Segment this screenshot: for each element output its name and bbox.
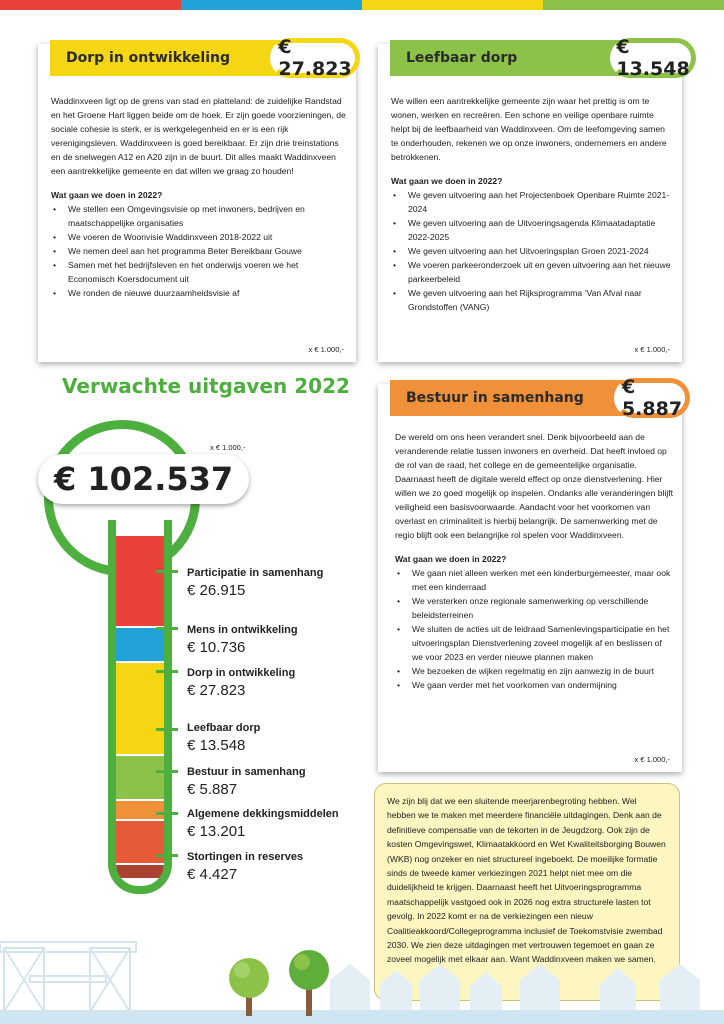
list-item: • We nemen deel aan het programma Beter Bereikbaar Gouwe (51, 244, 347, 258)
thermometer-segment (116, 536, 164, 626)
card-bestuur-in-samenhang (378, 376, 683, 772)
card-bestuur-amount-text: € 5.887 (621, 376, 683, 420)
thermometer-segment (116, 799, 164, 819)
card-dorp-body (51, 94, 347, 300)
card-dorp-intro: Waddinxveen ligt op de grens van stad en platteland: de zuidelijke Randstad en het Groene Hart liggen beide om de hoek. Er zijn goede voorzieningen, de sociale cohesie is sterk, er is werkgelegenheid en er is een rijk verenigingsleven. Waddinxveen is goed bereikbaar. Er zijn drie treinstations en de snelwegen A12 en A20 zijn in de buurt. Dit alles maakt Waddinxveen een aantrekkelijke gemeente en dat willen we graag zo houden! (51, 96, 346, 176)
expense-category-label: Algemene dekkingsmiddelen (187, 808, 339, 820)
card-bestuur-intro: De wereld om ons heen verandert snel. Denk bijvoorbeeld aan de veranderende relatie tussen inwoners en overheid. Dat heeft invloed op de rol van de raad, het college en de gemeentelijke organisatie. Daarnaast heeft de digitale wereld effect op onze dienstverlening. Hier willen we zo goed mogelijk op inspelen. Ondanks alle veranderingen blijft veiligheid een basisvoorwaarde. Aandacht voor het voorkomen van overlast en criminaliteit is hierbij belangrijk. De samenwerking met de regio blijft ook een belangrijke rol spelen voor Waddinxveen. (395, 432, 674, 540)
expense-category-label: Participatie in samenhang (187, 567, 324, 579)
card-dorp-subheading: Wat gaan we doen in 2022? (51, 190, 163, 200)
card-leefbaar-header (390, 40, 638, 76)
expense-category-label: Bestuur in samenhang (187, 766, 306, 778)
expenses-unit: x € 1.000,- (210, 443, 246, 452)
card-leefbaar-body (391, 94, 673, 314)
expenses-title: Verwachte uitgaven 2022 (62, 374, 350, 398)
card-leefbaar-subheading: Wat gaan we doen in 2022? (391, 176, 503, 186)
skyline-illustration (0, 940, 724, 1024)
card-dorp-in-ontwikkeling (38, 36, 356, 362)
card-dorp-title: Dorp in ontwikkeling (66, 50, 231, 66)
list-item: • Samen met het bedrijfsleven en het onderwijs voeren we het Economisch Koersdocument uit (51, 258, 347, 286)
expense-category-value: € 5.887 (187, 781, 238, 798)
card-bestuur-subheading: Wat gaan we doen in 2022? (395, 554, 507, 564)
list-item: • We gaan niet alleen werken met een kinderburgemeester, maar ook met een kinderraad (395, 566, 675, 594)
expense-category-label: Mens in ontwikkeling (187, 624, 298, 636)
card-leefbaar-amount (610, 38, 696, 78)
card-leefbaar-dorp (378, 36, 690, 362)
color-bar-blue (181, 0, 362, 10)
list-item: • We geven uitvoering aan het Rijksprogramma ‘Van Afval naar Grondstoffen (VANG) (391, 286, 673, 314)
thermometer-tick (156, 570, 178, 573)
expense-category-value: € 13.201 (187, 823, 246, 840)
card-dorp-amount (270, 38, 360, 78)
color-bar-green (543, 0, 724, 10)
card-leefbaar-intro: We willen een aantrekkelijke gemeente zijn waar het prettig is om te wonen, werken en recreëren. Een schone en veilige openbare ruimte helpt bij de leefbaarheid van Waddinxveen. Om de leefomgeving samen te onderhouden, rekenen we op onze inwoners, ondernemers en andere betrokkenen. (391, 96, 667, 162)
list-item: • We gaan verder met het voorkomen van ondermijning (395, 678, 675, 692)
list-item: • We sluiten de acties uit de leidraad Samenlevingsparticipatie en het uitvoeringsplan Dienstverlening zoveel mogelijk af en beslissen of we voor 2023 en verder nieuwe plannen maken (395, 622, 675, 664)
expense-category-value: € 10.736 (187, 639, 246, 656)
bridge-icon (0, 942, 136, 1012)
tree-icon (289, 950, 329, 1016)
expense-category-value: € 13.548 (187, 737, 246, 754)
thermometer-tick (156, 670, 178, 673)
expense-category-value: € 27.823 (187, 682, 246, 699)
thermometer-tick (156, 770, 178, 773)
list-item: • We stellen een Omgevingsvisie op met inwoners, bedrijven en maatschappelijke organisaties (51, 202, 347, 230)
thermometer-segment (116, 754, 164, 799)
expense-category-value: € 4.427 (187, 866, 238, 883)
thermometer-tick (156, 728, 178, 731)
list-item: • We bezoeken de wijken regelmatig en zijn aanwezig in de buurt (395, 664, 675, 678)
thermometer-tick (156, 627, 178, 630)
card-bestuur-header (390, 380, 638, 416)
card-bestuur-unit: x € 1.000,- (634, 755, 670, 764)
expense-category-label: Stortingen in reserves (187, 851, 304, 863)
expenses-total (38, 454, 249, 504)
card-bestuur-bullets (395, 566, 675, 692)
list-item: • We versterken onze regionale samenwerking op verschillende beleidsterreinen (395, 594, 675, 622)
list-item: • We geven uitvoering aan het Projectenboek Openbare Ruimte 2021-2024 (391, 188, 673, 216)
expenses-total-value: € 102.537 (54, 460, 234, 498)
thermometer-segment (116, 661, 164, 754)
list-item: • We geven uitvoering aan het Uitvoeringsplan Groen 2021-2024 (391, 244, 673, 258)
list-item: • We voeren parkeeronderzoek uit en geven uitvoering aan het nieuwe parkeerbeleid (391, 258, 673, 286)
thermometer-segment (116, 863, 164, 878)
card-leefbaar-title: Leefbaar dorp (406, 50, 518, 66)
thermometer-tube (108, 520, 172, 894)
top-color-bar (0, 0, 724, 10)
tree-icon (229, 958, 269, 1016)
card-leefbaar-bullets (391, 188, 673, 314)
thermometer-tick (156, 854, 178, 857)
card-dorp-unit: x € 1.000,- (308, 345, 344, 354)
expense-category-value: € 26.915 (187, 582, 246, 599)
list-item: • We geven uitvoering aan de Uitvoeringsagenda Klimaatadaptatie 2022-2025 (391, 216, 673, 244)
thermometer-segment (116, 626, 164, 662)
houses-icon (330, 964, 700, 1010)
expense-category-label: Leefbaar dorp (187, 722, 261, 734)
color-bar-red (0, 0, 181, 10)
budget-note-text: We zijn blij dat we een sluitende meerjarenbegroting hebben. Wel hebben we te maken met meerdere financiële uitdagingen. Denk aan de definitieve compensatie van de tekorten in de Jeugdzorg. Ook zijn de kosten Omgevingswet, Klimaatakkoord en Wet Kwaliteitsborging Bouwen (WKB) nog onzeker en niet structureel ingeboekt. De moeilijke formatie sinds de tweede kamer verkiezingen 2021 helpt niet mee om die duidelijkheid te krijgen. Daarnaast heeft het Uitvoeringsprogramma maatschappelijk vastgoed ook in 2026 nog extra structurele lasten tot gevolg. In 2022 komt er na de verkiezingen een nieuw Coalitieakkoord/Collegeprogramma inclusief de Toekomstvisie zwembad 2030. We zien deze uitdagingen met vertrouwen tegemoet en gaan ze zoveel mogelijk met elkaar aan. Want Waddinxveen maken we samen. (387, 796, 666, 965)
card-dorp-bullets (51, 202, 347, 300)
card-bestuur-amount (614, 378, 690, 418)
expense-category-label: Dorp in ontwikkeling (187, 667, 296, 679)
list-item: • We voeren de Woonvisie Waddinxveen 2018-2022 uit (51, 230, 347, 244)
card-dorp-amount-text: € 27.823 (278, 36, 352, 80)
card-bestuur-title: Bestuur in samenhang (406, 390, 584, 406)
card-leefbaar-unit: x € 1.000,- (634, 345, 670, 354)
color-bar-yellow (362, 0, 543, 10)
card-bestuur-body (395, 430, 675, 692)
thermometer-tick (156, 812, 178, 815)
list-item: • We ronden de nieuwe duurzaamheidsvisie af (51, 286, 347, 300)
card-leefbaar-amount-text: € 13.548 (616, 36, 690, 80)
